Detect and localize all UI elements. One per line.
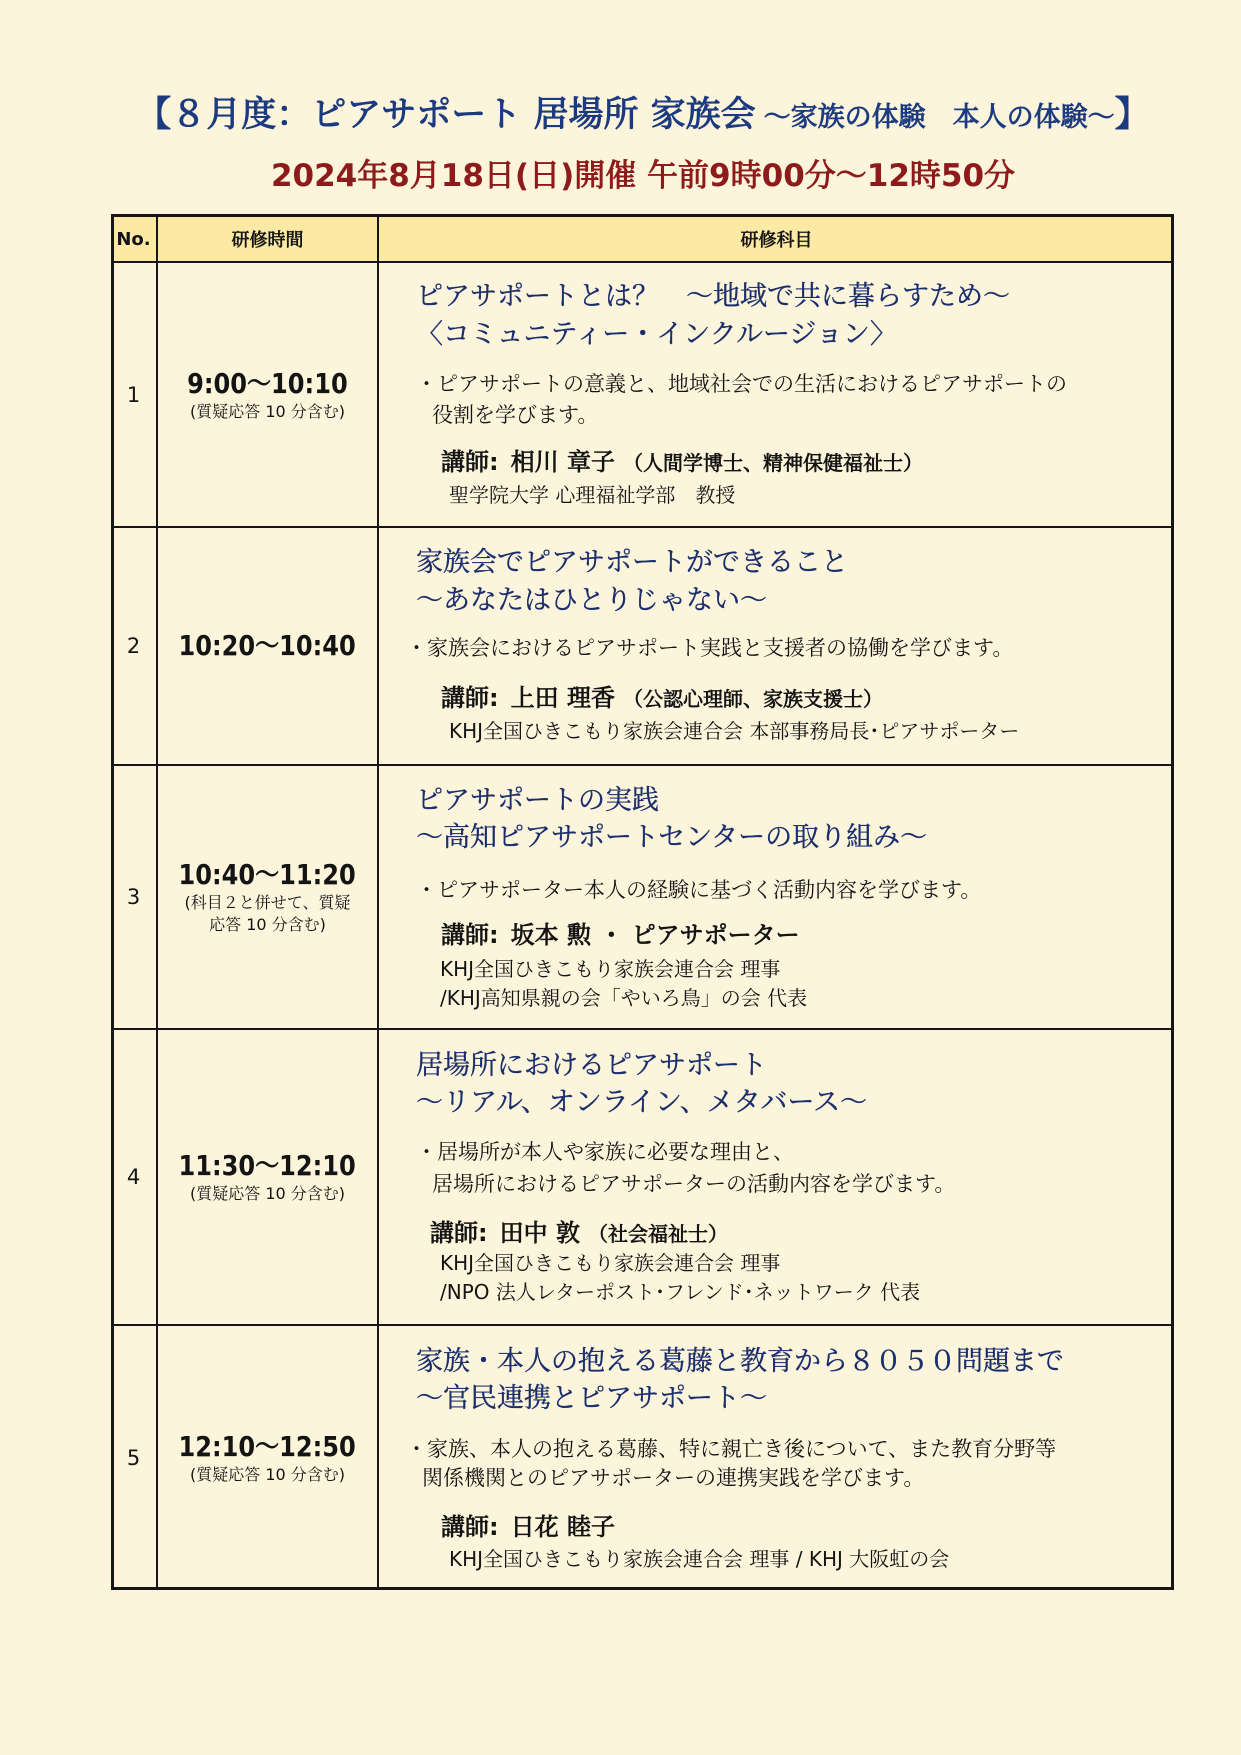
table-row xyxy=(111,1324,1174,1590)
subject-cell xyxy=(377,528,1174,764)
session-subtitle: ～高知ピアサポートセンターの取り組み～ xyxy=(416,822,928,853)
lecturer-affiliation: /KHJ高知県親の会「やいろ鳥」の会 代表 xyxy=(440,986,808,1010)
row-number: 2 xyxy=(126,634,141,658)
lecturer-affiliation: KHJ全国ひきこもり家族会連合会 理事 / KHJ 大阪虹の会 xyxy=(449,1547,950,1571)
lecturer-label: 講師: xyxy=(441,448,499,476)
session-description: 居場所におけるピアサポーターの活動内容を学びます。 xyxy=(432,1172,956,1196)
table-row xyxy=(111,1028,1174,1324)
header-subject: 研修科目 xyxy=(377,214,1174,261)
session-description: ・家族、本人の抱える葛藤、特に親亡き後について、また教育分野等 xyxy=(406,1437,1057,1461)
session-time: 12:10～12:50 xyxy=(178,1430,357,1463)
row-number-cell xyxy=(111,263,156,526)
row-number-cell xyxy=(111,766,156,1028)
lecturer-name: 相川 章子 xyxy=(510,448,615,476)
subject-cell xyxy=(377,766,1174,1028)
lecturer-affiliation: KHJ全国ひきこもり家族会連合会 理事 xyxy=(440,957,781,981)
lecturer-label: 講師: xyxy=(441,921,499,949)
table-row xyxy=(111,261,1174,526)
subject-cell xyxy=(377,263,1174,526)
time-cell xyxy=(156,1030,377,1324)
session-subtitle: ～官民連携とピアサポート～ xyxy=(416,1383,767,1414)
session-description: ・ピアサポーター本人の経験に基づく活動内容を学びます。 xyxy=(416,878,982,902)
lecturer xyxy=(441,683,883,714)
session-title: 家族・本人の抱える葛藤と教育から８０５０問題まで xyxy=(416,1346,1064,1377)
time-cell xyxy=(156,528,377,764)
table-row xyxy=(111,764,1174,1028)
subject-cell xyxy=(377,1326,1174,1590)
lecturer-credentials: （公認心理師、家族支援士） xyxy=(622,687,883,711)
lecturer-label: 講師: xyxy=(441,1513,499,1541)
session-time: 9:00～10:10 xyxy=(187,366,348,400)
time-cell xyxy=(156,766,377,1028)
session-title: 居場所におけるピアサポート xyxy=(416,1050,767,1081)
page-title-main: 【８月度：ピアサポート 居場所 家族会 xyxy=(136,95,756,135)
session-time: 10:20～10:40 xyxy=(178,629,357,662)
time-cell xyxy=(156,1326,377,1590)
session-time: 11:30～12:10 xyxy=(178,1149,357,1182)
page-title-sub: ～家族の体験 本人の体験～ xyxy=(763,102,1115,133)
lecturer-label: 講師: xyxy=(430,1219,488,1247)
row-number: 5 xyxy=(126,1446,141,1470)
session-subtitle: ～リアル、オンライン、メタバース～ xyxy=(416,1087,868,1118)
time-cell xyxy=(156,263,377,526)
session-description: ・ピアサポートの意義と、地域社会での生活におけるピアサポートの xyxy=(416,372,1067,396)
session-description: ・家族会におけるピアサポート実践と支援者の協働を学びます。 xyxy=(406,636,1014,660)
row-number-cell xyxy=(111,528,156,764)
row-number-cell xyxy=(111,1030,156,1324)
lecturer-name: 田中 敦 xyxy=(499,1219,580,1247)
row-number: 1 xyxy=(126,382,141,407)
session-description: 関係機関とのピアサポーターの連携実践を学びます。 xyxy=(422,1466,925,1490)
lecturer xyxy=(441,447,923,478)
session-subtitle: 〈コミュニティー・インクルージョン〉 xyxy=(416,319,897,350)
session-title: 家族会でピアサポートができること xyxy=(416,547,848,578)
session-time: 10:40～11:20 xyxy=(178,858,357,891)
session-description: ・居場所が本人や家族に必要な理由と、 xyxy=(416,1140,794,1164)
session-time-note: (質疑応答 10 分含む) xyxy=(189,401,346,421)
session-title: ピアサポートの実践 xyxy=(416,785,659,816)
row-number: 4 xyxy=(126,1165,141,1189)
header-time: 研修時間 xyxy=(156,214,377,261)
page-title xyxy=(45,92,1241,144)
lecturer xyxy=(441,1512,615,1542)
row-number: 3 xyxy=(126,885,141,909)
lecturer-credentials: （人間学博士、精神保健福祉士） xyxy=(622,451,923,475)
table-row xyxy=(111,526,1174,764)
subject-cell xyxy=(377,1030,1174,1324)
lecturer-name: 上田 理香 xyxy=(510,684,615,712)
session-time-note: (科目２と併せて、質疑 xyxy=(184,893,351,912)
lecturer-credentials: （社会福祉士） xyxy=(587,1222,728,1246)
lecturer-affiliation: /NPO 法人レターポスト･フレンド･ネットワーク 代表 xyxy=(440,1280,921,1304)
header-no: No. xyxy=(116,228,151,250)
session-time-note: (質疑応答 10 分含む) xyxy=(189,1184,346,1203)
lecturer-name: 坂本 勲 ・ ピアサポーター xyxy=(510,921,800,949)
session-title: ピアサポートとは？ ～地域で共に暮らすため～ xyxy=(416,281,1010,312)
event-date: 2024年8月18日(日)開催 午前9時00分～12時50分 xyxy=(270,158,1016,194)
session-time-note: 応答 10 分含む) xyxy=(209,915,326,934)
session-subtitle: ～あなたはひとりじゃない～ xyxy=(416,585,767,616)
row-number-cell xyxy=(111,1326,156,1590)
lecturer-name: 日花 睦子 xyxy=(510,1513,615,1541)
table-header-row xyxy=(111,214,1174,261)
schedule-table xyxy=(111,214,1174,1590)
session-description: 役割を学びます。 xyxy=(432,403,599,427)
lecturer-affiliation: KHJ全国ひきこもり家族会連合会 本部事務局長･ピアサポーター xyxy=(449,719,1020,743)
session-time-note: (質疑応答 10 分含む) xyxy=(189,1465,346,1484)
lecturer xyxy=(430,1218,728,1249)
page-title-close-bracket: 】 xyxy=(1114,95,1150,135)
lecturer-affiliation: KHJ全国ひきこもり家族会連合会 理事 xyxy=(440,1251,781,1275)
lecturer-label: 講師: xyxy=(441,684,499,712)
lecturer xyxy=(441,920,800,950)
lecturer-affiliation: 聖学院大学 心理福祉学部 教授 xyxy=(449,483,736,507)
